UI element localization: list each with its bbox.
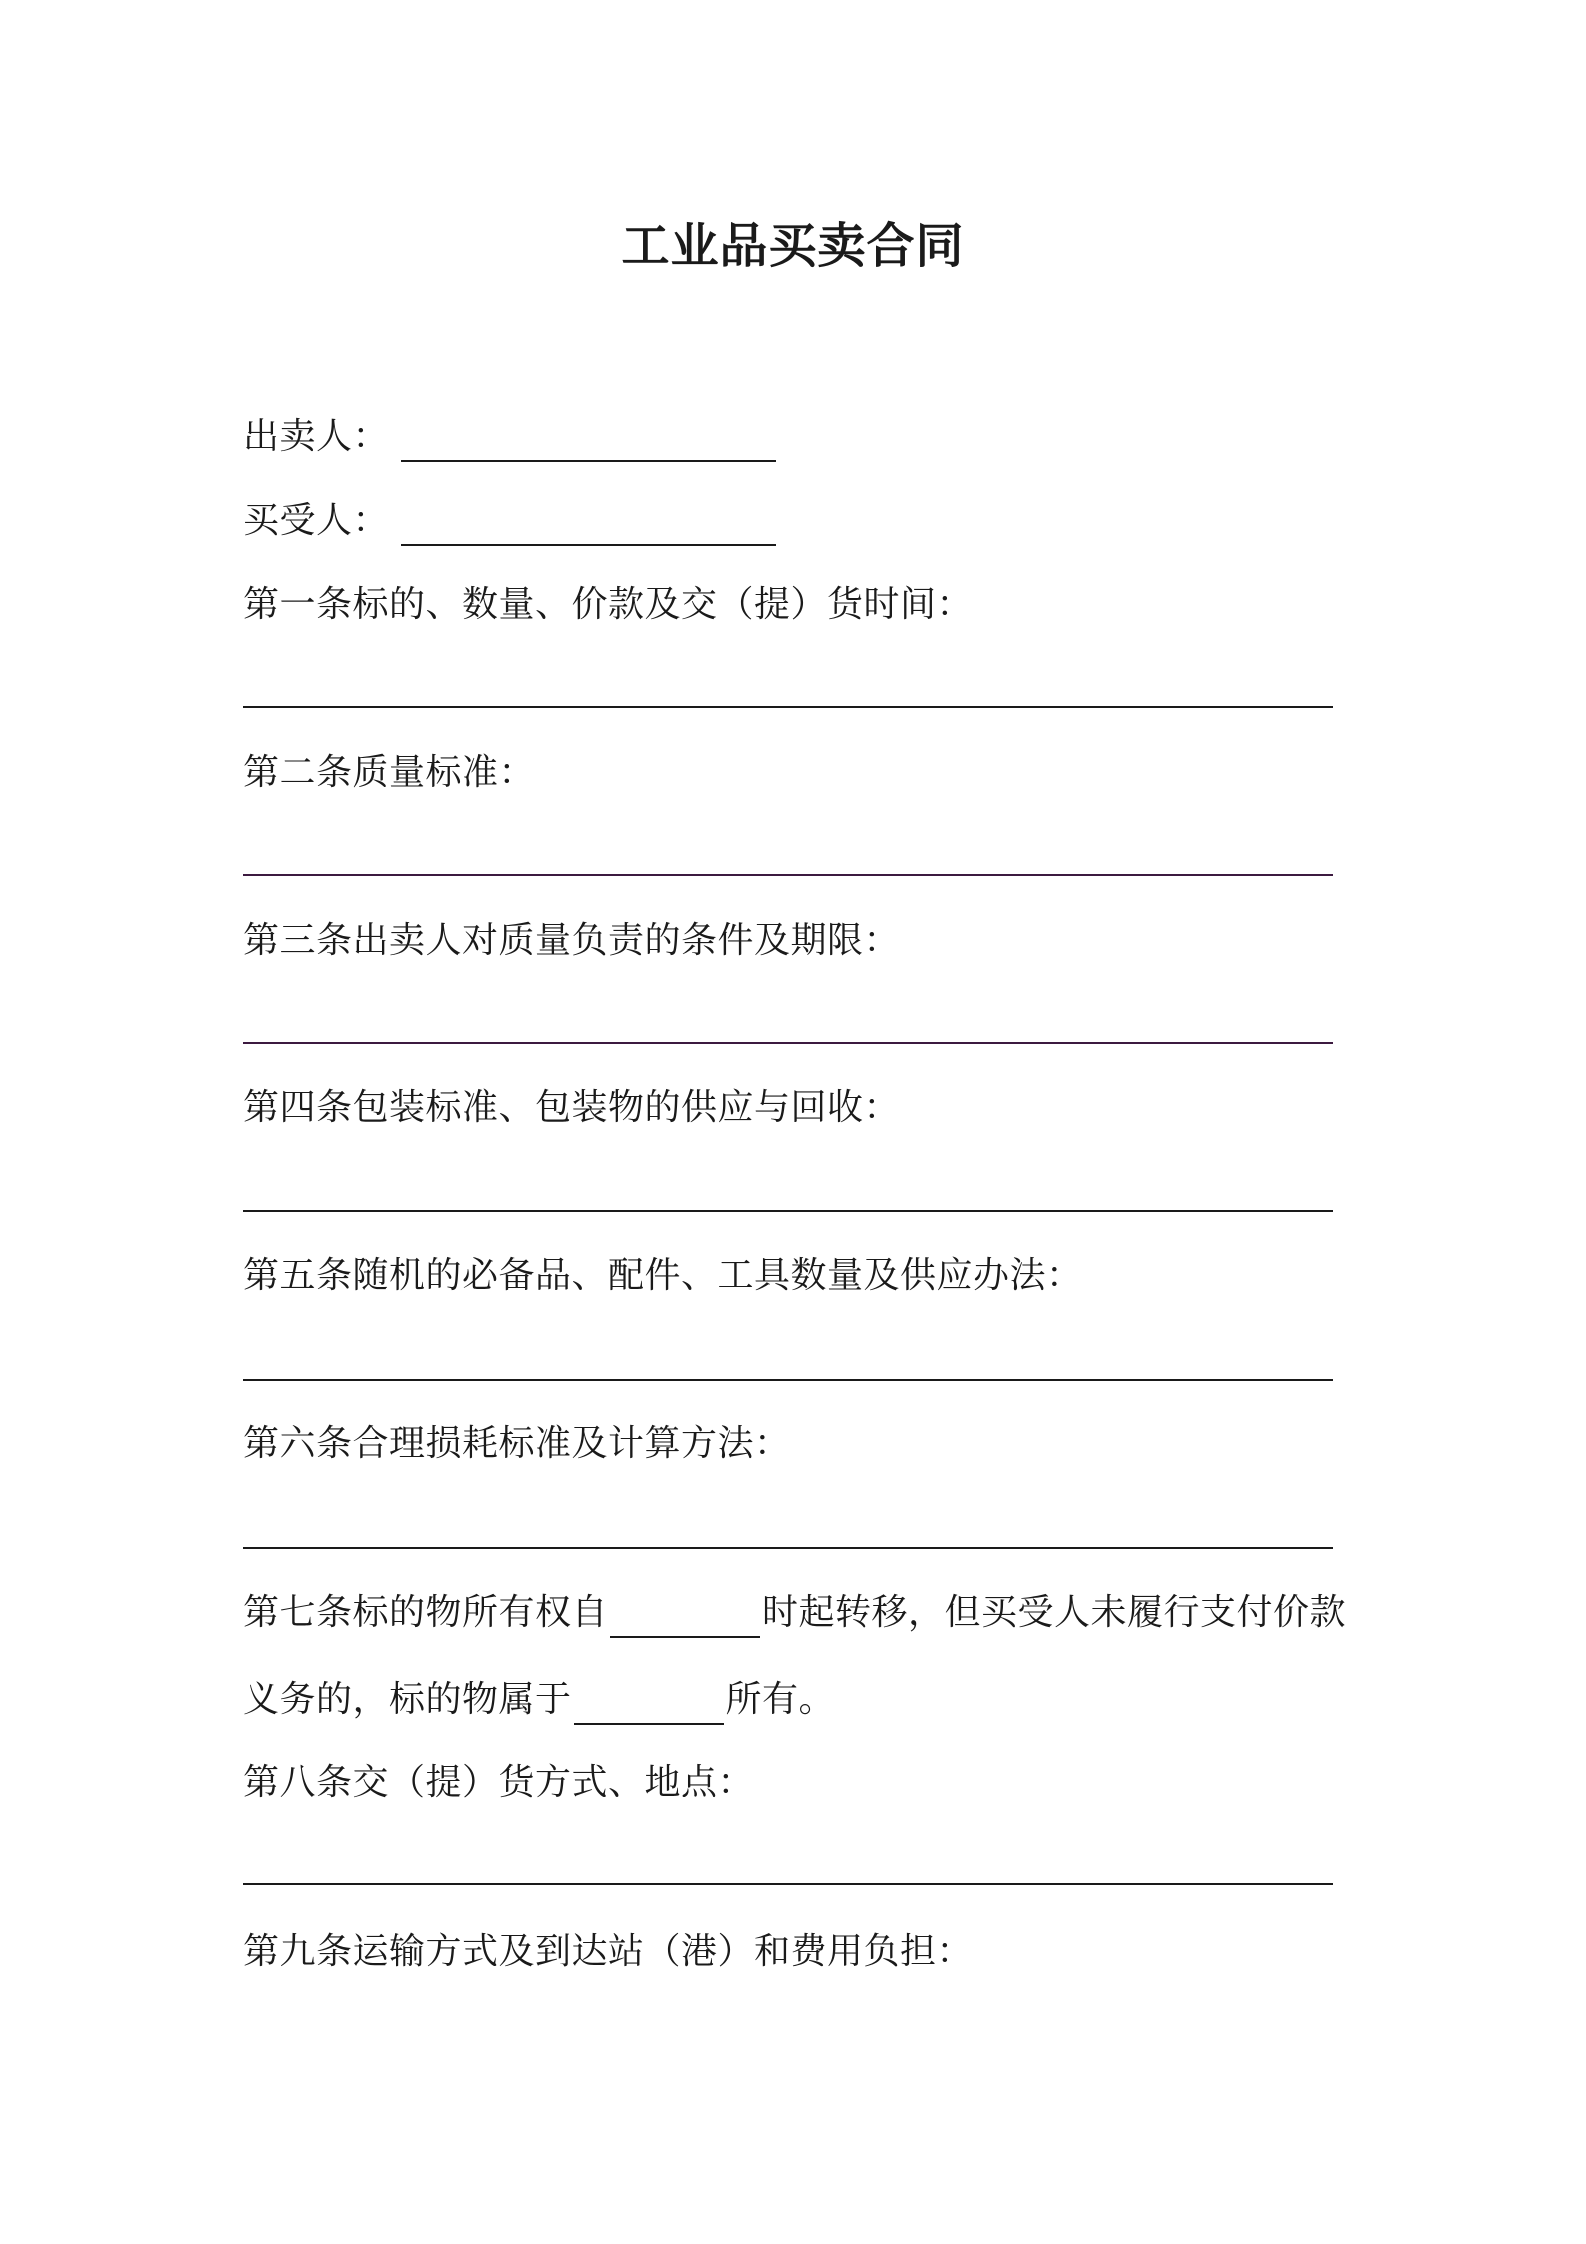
article-4-heading: 第四条包装标准、包装物的供应与回收： xyxy=(243,1087,901,1128)
article-6-heading: 第六条合理损耗标准及计算方法： xyxy=(243,1423,791,1464)
article-6-blank-line[interactable] xyxy=(243,1547,1333,1549)
article-2-heading: 第二条质量标准： xyxy=(243,752,536,793)
article-5-heading: 第五条随机的必备品、配件、工具数量及供应办法： xyxy=(243,1255,1083,1296)
article-3-blank-line[interactable] xyxy=(243,1042,1333,1044)
buyer-label: 买受人： xyxy=(243,500,390,541)
seller-input-blank[interactable] xyxy=(401,422,776,462)
seller-label: 出卖人： xyxy=(243,416,390,457)
article-8-heading: 第八条交（提）货方式、地点： xyxy=(243,1762,755,1803)
document-title: 工业品买卖合同 xyxy=(621,218,965,274)
article-3-heading: 第三条出卖人对质量负责的条件及期限： xyxy=(243,920,901,961)
seller-field xyxy=(243,412,776,462)
ownership-transfer-time-blank[interactable] xyxy=(610,1598,760,1638)
article-7-text-1: 第七条标的物所有权自 xyxy=(243,1592,609,1633)
article-2-blank-line[interactable] xyxy=(243,874,1333,876)
article-5-blank-line[interactable] xyxy=(243,1379,1333,1381)
article-7-text-2: 时起转移，但买受人未履行支付价款 xyxy=(762,1592,1347,1633)
article-1-blank-line[interactable] xyxy=(243,706,1333,708)
article-1-heading: 第一条标的、数量、价款及交（提）货时间： xyxy=(243,584,974,625)
buyer-input-blank[interactable] xyxy=(401,506,776,546)
article-9-heading: 第九条运输方式及到达站（港）和费用负担： xyxy=(243,1931,974,1972)
article-7-text-4: 所有。 xyxy=(725,1679,836,1720)
article-7-line-2 xyxy=(243,1675,835,1725)
ownership-holder-blank[interactable] xyxy=(574,1685,724,1725)
article-4-blank-line[interactable] xyxy=(243,1210,1333,1212)
article-7-line-1 xyxy=(243,1588,1346,1638)
buyer-field xyxy=(243,496,776,546)
article-7-text-3: 义务的，标的物属于 xyxy=(243,1679,572,1720)
article-8-blank-line[interactable] xyxy=(243,1883,1333,1885)
